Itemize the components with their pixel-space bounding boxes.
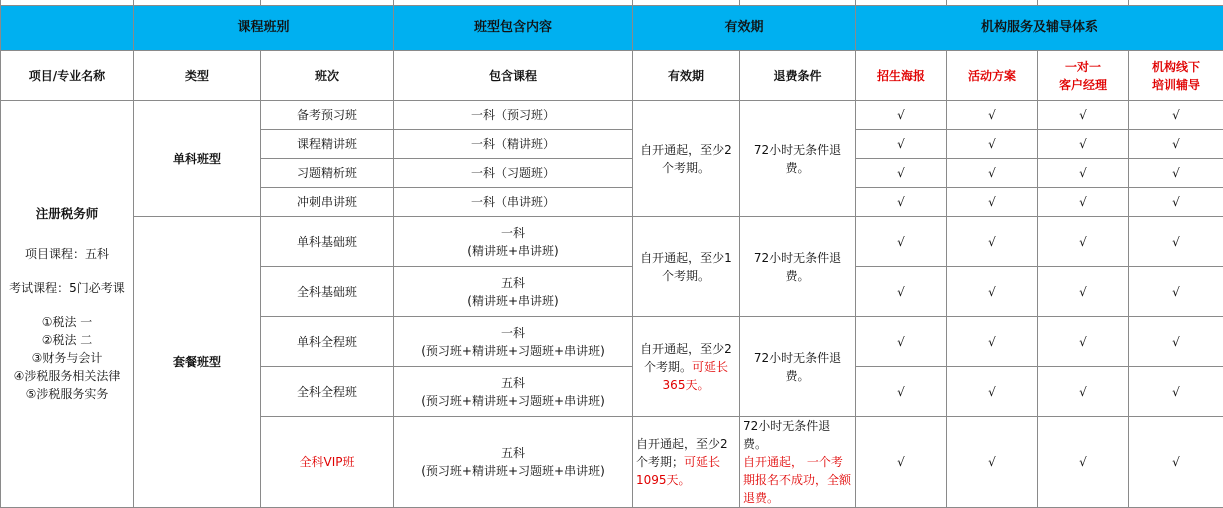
band-class-group: 课程班别 xyxy=(134,6,394,51)
column-header-row xyxy=(1,51,1223,101)
refund-vip xyxy=(740,417,856,508)
class-name: 单科全程班 xyxy=(261,317,394,367)
validity-extend: 可延长 xyxy=(692,360,728,374)
validity-line: 自开通起，至少2 xyxy=(635,340,737,358)
course-content xyxy=(394,217,633,267)
check-poster: √ xyxy=(856,159,947,188)
check-activity: √ xyxy=(947,159,1038,188)
header-manager xyxy=(1038,51,1129,101)
class-name: 备考预习班 xyxy=(261,101,394,130)
check-manager: √ xyxy=(1038,188,1129,217)
check-manager: √ xyxy=(1038,159,1129,188)
validity-text: 个考期。 xyxy=(644,360,692,374)
project-exam-count: 考试课程：5门必考课 xyxy=(3,279,131,297)
course-line: (预习班+精讲班+习题班+串讲班) xyxy=(396,462,630,480)
class-name-vip: 全科VIP班 xyxy=(261,417,394,508)
check-offline: √ xyxy=(1129,367,1223,417)
refund-line: 72小时无条件退费。 xyxy=(743,417,853,453)
subject-item: ②税法 二 xyxy=(3,331,131,349)
check-offline: √ xyxy=(1129,188,1223,217)
validity-line: 自开通起，至少2 xyxy=(635,141,737,159)
course-line: (精讲班+串讲班) xyxy=(396,292,630,310)
course-line: 五科 xyxy=(396,374,630,392)
check-poster: √ xyxy=(856,217,947,267)
check-activity: √ xyxy=(947,101,1038,130)
check-manager: √ xyxy=(1038,267,1129,317)
subject-item: ①税法 一 xyxy=(3,313,131,331)
header-courses: 包含课程 xyxy=(394,51,633,101)
class-name: 全科全程班 xyxy=(261,367,394,417)
check-activity: √ xyxy=(947,317,1038,367)
type-package: 套餐班型 xyxy=(134,217,261,508)
check-poster: √ xyxy=(856,417,947,508)
check-poster: √ xyxy=(856,101,947,130)
header-project: 项目/专业名称 xyxy=(1,51,134,101)
check-manager: √ xyxy=(1038,101,1129,130)
type-single: 单科班型 xyxy=(134,101,261,217)
subject-item: ④涉税服务相关法律 xyxy=(3,367,131,385)
validity-basic xyxy=(633,217,740,317)
class-name: 课程精讲班 xyxy=(261,130,394,159)
check-poster: √ xyxy=(856,367,947,417)
check-poster: √ xyxy=(856,130,947,159)
header-manager-line2: 客户经理 xyxy=(1040,76,1126,94)
project-course-count: 项目课程：五科 xyxy=(3,245,131,263)
check-activity: √ xyxy=(947,217,1038,267)
check-offline: √ xyxy=(1129,267,1223,317)
course-line: 五科 xyxy=(396,274,630,292)
check-offline: √ xyxy=(1129,317,1223,367)
refund-single: 72小时无条件退费。 xyxy=(740,101,856,217)
course-content: 一科（精讲班） xyxy=(394,130,633,159)
band-validity: 有效期 xyxy=(633,6,856,51)
validity-line xyxy=(636,453,737,471)
course-content xyxy=(394,417,633,508)
check-manager: √ xyxy=(1038,217,1129,267)
project-name: 注册税务师 xyxy=(3,205,131,223)
course-line: 五科 xyxy=(396,444,630,462)
course-line: 一科 xyxy=(396,224,630,242)
header-validity: 有效期 xyxy=(633,51,740,101)
check-activity: √ xyxy=(947,417,1038,508)
table-row xyxy=(1,101,1223,130)
subject-item: ⑤涉税服务实务 xyxy=(3,385,131,403)
class-name: 单科基础班 xyxy=(261,217,394,267)
check-manager: √ xyxy=(1038,317,1129,367)
refund-basic: 72小时无条件退费。 xyxy=(740,217,856,317)
check-poster: √ xyxy=(856,267,947,317)
class-name: 冲刺串讲班 xyxy=(261,188,394,217)
refund-line-red: 退费。 xyxy=(743,489,853,507)
course-content xyxy=(394,367,633,417)
check-activity: √ xyxy=(947,267,1038,317)
header-manager-line1: 一对一 xyxy=(1040,58,1126,76)
validity-extend: 可延长 xyxy=(684,455,720,469)
course-content: 一科（串讲班） xyxy=(394,188,633,217)
check-offline: √ xyxy=(1129,217,1223,267)
band-content: 班型包含内容 xyxy=(394,6,633,51)
check-activity: √ xyxy=(947,188,1038,217)
validity-text: 个考期； xyxy=(636,455,684,469)
subject-item: ③财务与会计 xyxy=(3,349,131,367)
refund-line-red: 期报名不成功，全额 xyxy=(743,471,853,489)
validity-extend-days: 1095天。 xyxy=(636,471,737,489)
validity-line: 自开通起，至少2 xyxy=(636,435,737,453)
band-blank-cell xyxy=(1,6,134,51)
check-offline: √ xyxy=(1129,101,1223,130)
validity-line: 个考期。 xyxy=(635,267,737,285)
course-line: 一科 xyxy=(396,324,630,342)
check-activity: √ xyxy=(947,130,1038,159)
check-manager: √ xyxy=(1038,367,1129,417)
class-name: 习题精析班 xyxy=(261,159,394,188)
validity-single xyxy=(633,101,740,217)
band-service: 机构服务及辅导体系 xyxy=(856,6,1223,51)
refund-line-red: 自开通起， 一个考 xyxy=(743,453,853,471)
check-poster: √ xyxy=(856,317,947,367)
check-offline: √ xyxy=(1129,417,1223,508)
table-row xyxy=(1,217,1223,267)
class-name: 全科基础班 xyxy=(261,267,394,317)
header-offline-line1: 机构线下 xyxy=(1131,58,1221,76)
course-content xyxy=(394,267,633,317)
course-content: 一科（习题班） xyxy=(394,159,633,188)
project-cell xyxy=(1,101,134,508)
header-offline xyxy=(1129,51,1223,101)
header-type: 类型 xyxy=(134,51,261,101)
course-content: 一科（预习班） xyxy=(394,101,633,130)
check-manager: √ xyxy=(1038,417,1129,508)
check-poster: √ xyxy=(856,188,947,217)
check-offline: √ xyxy=(1129,130,1223,159)
validity-extend-days: 365天。 xyxy=(635,376,737,394)
check-offline: √ xyxy=(1129,159,1223,188)
validity-line: 自开通起，至少1 xyxy=(635,249,737,267)
course-line: (预习班+精讲班+习题班+串讲班) xyxy=(396,392,630,410)
header-poster: 招生海报 xyxy=(856,51,947,101)
validity-full xyxy=(633,317,740,417)
course-line: (精讲班+串讲班) xyxy=(396,242,630,260)
category-band-row xyxy=(1,6,1223,51)
validity-line xyxy=(635,358,737,376)
course-line: (预习班+精讲班+习题班+串讲班) xyxy=(396,342,630,360)
check-activity: √ xyxy=(947,367,1038,417)
header-offline-line2: 培训辅导 xyxy=(1131,76,1221,94)
refund-full: 72小时无条件退费。 xyxy=(740,317,856,417)
validity-vip xyxy=(633,417,740,508)
header-refund: 退费条件 xyxy=(740,51,856,101)
header-activity: 活动方案 xyxy=(947,51,1038,101)
header-class: 班次 xyxy=(261,51,394,101)
check-manager: √ xyxy=(1038,130,1129,159)
validity-line: 个考期。 xyxy=(635,159,737,177)
course-content xyxy=(394,317,633,367)
